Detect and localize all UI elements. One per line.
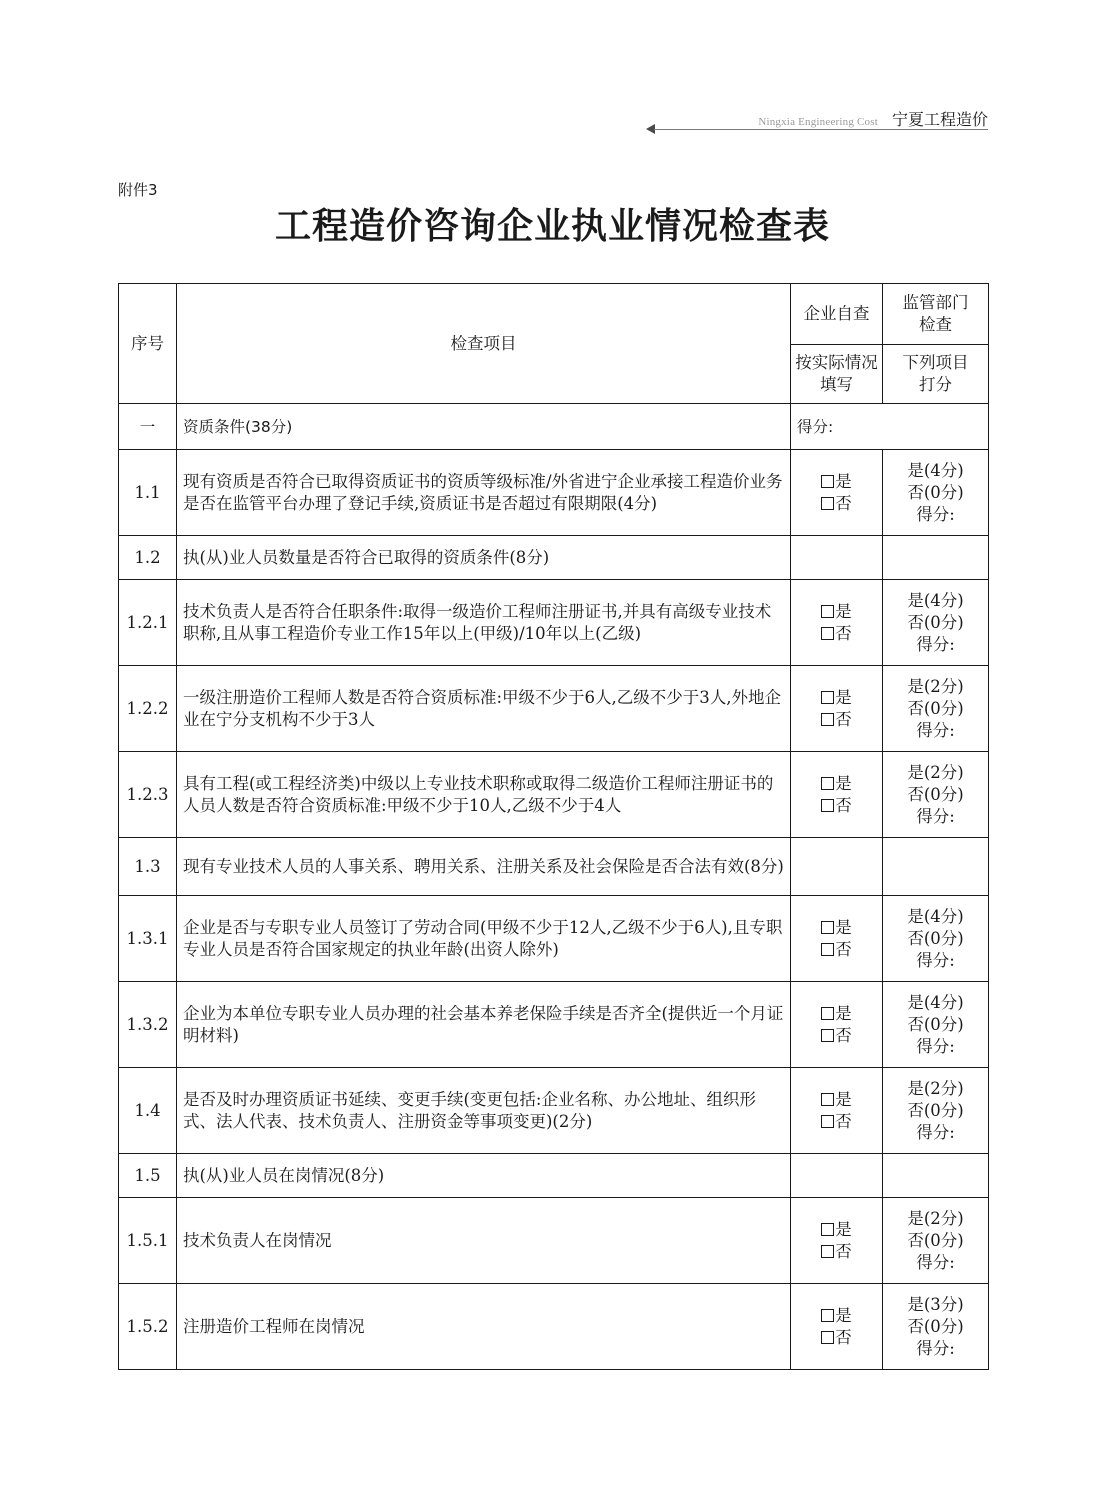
dept-score-cell	[883, 580, 989, 666]
no-checkbox[interactable]	[821, 713, 834, 726]
yes-option	[791, 1003, 882, 1025]
row-item-text: 企业是否与专职专业人员签订了劳动合同(甲级不少于12人,乙级不少于6人),且专职专业人员是否符合国家规定的执业年龄(出资人除外)	[177, 896, 791, 982]
yes-checkbox[interactable]	[821, 1007, 834, 1020]
no-option	[791, 1327, 882, 1349]
dept-score-cell	[883, 752, 989, 838]
score-label: 得分:	[916, 1122, 955, 1142]
running-header	[744, 106, 988, 130]
row-number: 1.2.2	[119, 666, 177, 752]
no-option	[791, 795, 882, 817]
no-checkbox[interactable]	[821, 1331, 834, 1344]
row-item-text: 现有资质是否符合已取得资质证书的资质等级标准/外省进宁企业承接工程造价业务是否在监管平台办理了登记手续,资质证书是否超过有限期限(4分)	[177, 450, 791, 536]
yes-checkbox[interactable]	[821, 921, 834, 934]
row-item-text: 企业为本单位专职专业人员办理的社会基本养老保险手续是否齐全(提供近一个月证明材料)	[177, 982, 791, 1068]
score-no: 否(0分)	[907, 698, 964, 718]
score-no: 否(0分)	[907, 928, 964, 948]
table-header-row	[119, 284, 989, 345]
yes-label: 是	[835, 1219, 852, 1239]
journal-name-chinese: 宁夏工程造价	[891, 110, 988, 129]
row-number: 1.1	[119, 450, 177, 536]
yes-checkbox[interactable]	[821, 1309, 834, 1322]
self-check-cell	[791, 666, 883, 752]
yes-option	[791, 687, 882, 709]
no-option	[791, 1241, 882, 1263]
yes-option	[791, 1089, 882, 1111]
score-label: 得分:	[916, 1252, 955, 1272]
page-title: 工程造价咨询企业执业情况检查表	[274, 206, 830, 247]
table-row	[119, 982, 989, 1068]
score-yes: 是(2分)	[907, 762, 964, 782]
dept-score-cell	[883, 1198, 989, 1284]
no-label: 否	[835, 623, 852, 643]
score-yes: 是(2分)	[907, 676, 964, 696]
attachment-label: 附件3	[118, 181, 158, 199]
no-checkbox[interactable]	[821, 627, 834, 640]
dept-score-cell	[883, 666, 989, 752]
score-yes: 是(2分)	[907, 1078, 964, 1098]
score-label: 得分:	[916, 806, 955, 826]
table-body	[119, 450, 989, 1370]
no-label: 否	[835, 1111, 852, 1131]
table-row	[119, 896, 989, 982]
header-rule	[654, 129, 988, 130]
no-option	[791, 1111, 882, 1133]
score-label: 得分:	[916, 720, 955, 740]
yes-option	[791, 471, 882, 493]
no-option	[791, 709, 882, 731]
yes-label: 是	[835, 773, 852, 793]
yes-label: 是	[835, 1305, 852, 1325]
yes-option	[791, 917, 882, 939]
score-label: 得分:	[916, 634, 955, 654]
row-item-text: 执(从)业人员数量是否符合已取得的资质条件(8分)	[177, 536, 791, 580]
yes-label: 是	[835, 1089, 852, 1109]
self-check-cell	[791, 1068, 883, 1154]
score-no: 否(0分)	[907, 1014, 964, 1034]
yes-option	[791, 773, 882, 795]
row-item-text: 技术负责人是否符合任职条件:取得一级造价工程师注册证书,并具有高级专业技术职称,且从事工程造价专业工作15年以上(甲级)/10年以上(乙级)	[177, 580, 791, 666]
table-row	[119, 1068, 989, 1154]
no-label: 否	[835, 493, 852, 513]
section-score-label: 得分:	[791, 404, 989, 450]
row-number: 1.2	[119, 536, 177, 580]
score-yes: 是(4分)	[907, 460, 964, 480]
no-label: 否	[835, 1241, 852, 1261]
score-yes: 是(4分)	[907, 906, 964, 926]
header-self-note: 按实际情况填写	[791, 345, 883, 404]
self-check-cell	[791, 1284, 883, 1370]
yes-label: 是	[835, 471, 852, 491]
yes-checkbox[interactable]	[821, 777, 834, 790]
row-number: 1.5.2	[119, 1284, 177, 1370]
yes-checkbox[interactable]	[821, 1223, 834, 1236]
score-label: 得分:	[916, 950, 955, 970]
dept-score-cell	[883, 1154, 989, 1198]
dept-score-cell	[883, 536, 989, 580]
no-label: 否	[835, 1025, 852, 1045]
row-number: 1.2.3	[119, 752, 177, 838]
self-check-cell	[791, 580, 883, 666]
row-number: 1.3.2	[119, 982, 177, 1068]
row-item-text: 具有工程(或工程经济类)中级以上专业技术职称或取得二级造价工程师注册证书的人员人数是否符合资质标准:甲级不少于10人,乙级不少于4人	[177, 752, 791, 838]
self-check-cell	[791, 752, 883, 838]
no-label: 否	[835, 709, 852, 729]
score-yes: 是(2分)	[907, 1208, 964, 1228]
section-name: 资质条件(38分)	[177, 404, 791, 450]
table-row	[119, 1284, 989, 1370]
dept-score-cell	[883, 1068, 989, 1154]
dept-score-cell	[883, 896, 989, 982]
self-check-cell	[791, 536, 883, 580]
yes-option	[791, 1305, 882, 1327]
row-number: 1.2.1	[119, 580, 177, 666]
row-number: 1.3.1	[119, 896, 177, 982]
row-number: 1.5.1	[119, 1198, 177, 1284]
self-check-cell	[791, 838, 883, 896]
no-checkbox[interactable]	[821, 1115, 834, 1128]
section-row	[119, 404, 989, 450]
dept-score-cell	[883, 982, 989, 1068]
table-row	[119, 666, 989, 752]
table-row	[119, 838, 989, 896]
no-checkbox[interactable]	[821, 497, 834, 510]
score-yes: 是(4分)	[907, 992, 964, 1012]
no-checkbox[interactable]	[821, 1245, 834, 1258]
no-checkbox[interactable]	[821, 943, 834, 956]
score-label: 得分:	[916, 504, 955, 524]
score-no: 否(0分)	[907, 1230, 964, 1250]
no-label: 否	[835, 939, 852, 959]
table-row	[119, 1154, 989, 1198]
self-check-cell	[791, 450, 883, 536]
yes-checkbox[interactable]	[821, 1093, 834, 1106]
yes-checkbox[interactable]	[821, 691, 834, 704]
row-number: 1.5	[119, 1154, 177, 1198]
no-checkbox[interactable]	[821, 1029, 834, 1042]
no-option	[791, 939, 882, 961]
yes-option	[791, 1219, 882, 1241]
dept-score-cell	[883, 838, 989, 896]
yes-label: 是	[835, 687, 852, 707]
table-row	[119, 1198, 989, 1284]
table-row	[119, 580, 989, 666]
self-check-cell	[791, 896, 883, 982]
yes-label: 是	[835, 917, 852, 937]
no-option	[791, 493, 882, 515]
self-check-cell	[791, 982, 883, 1068]
score-no: 否(0分)	[907, 1316, 964, 1336]
row-item-text: 技术负责人在岗情况	[177, 1198, 791, 1284]
row-item-text: 是否及时办理资质证书延续、变更手续(变更包括:企业名称、办公地址、组织形式、法人代表、技术负责人、注册资金等事项变更)(2分)	[177, 1068, 791, 1154]
self-check-cell	[791, 1198, 883, 1284]
table-row	[119, 450, 989, 536]
score-label: 得分:	[916, 1036, 955, 1056]
table-row	[119, 752, 989, 838]
row-number: 1.4	[119, 1068, 177, 1154]
score-no: 否(0分)	[907, 482, 964, 502]
no-label: 否	[835, 1327, 852, 1347]
yes-option	[791, 601, 882, 623]
no-option	[791, 623, 882, 645]
header-dept-check: 监管部门检查	[883, 284, 989, 345]
score-yes: 是(4分)	[907, 590, 964, 610]
journal-name-english: Ningxia Engineering Cost	[758, 116, 878, 128]
row-item-text: 现有专业技术人员的人事关系、聘用关系、注册关系及社会保险是否合法有效(8分)	[177, 838, 791, 896]
no-label: 否	[835, 795, 852, 815]
row-item-text: 一级注册造价工程师人数是否符合资质标准:甲级不少于6人,乙级不少于3人,外地企业在宁分支机构不少于3人	[177, 666, 791, 752]
score-label: 得分:	[916, 1338, 955, 1358]
row-item-text: 注册造价工程师在岗情况	[177, 1284, 791, 1370]
self-check-cell	[791, 1154, 883, 1198]
no-option	[791, 1025, 882, 1047]
score-no: 否(0分)	[907, 784, 964, 804]
yes-checkbox[interactable]	[821, 605, 834, 618]
dept-score-cell	[883, 1284, 989, 1370]
row-number: 1.3	[119, 838, 177, 896]
row-item-text: 执(从)业人员在岗情况(8分)	[177, 1154, 791, 1198]
inspection-table	[118, 283, 989, 1370]
yes-label: 是	[835, 1003, 852, 1023]
header-dept-note: 下列项目打分	[883, 345, 989, 404]
dept-score-cell	[883, 450, 989, 536]
table-row	[119, 536, 989, 580]
score-no: 否(0分)	[907, 1100, 964, 1120]
yes-checkbox[interactable]	[821, 475, 834, 488]
score-no: 否(0分)	[907, 612, 964, 632]
no-checkbox[interactable]	[821, 799, 834, 812]
score-yes: 是(3分)	[907, 1294, 964, 1314]
header-item: 检查项目	[177, 284, 791, 404]
section-no: 一	[119, 404, 177, 450]
header-no: 序号	[119, 284, 177, 404]
yes-label: 是	[835, 601, 852, 621]
header-self-check: 企业自查	[791, 284, 883, 345]
